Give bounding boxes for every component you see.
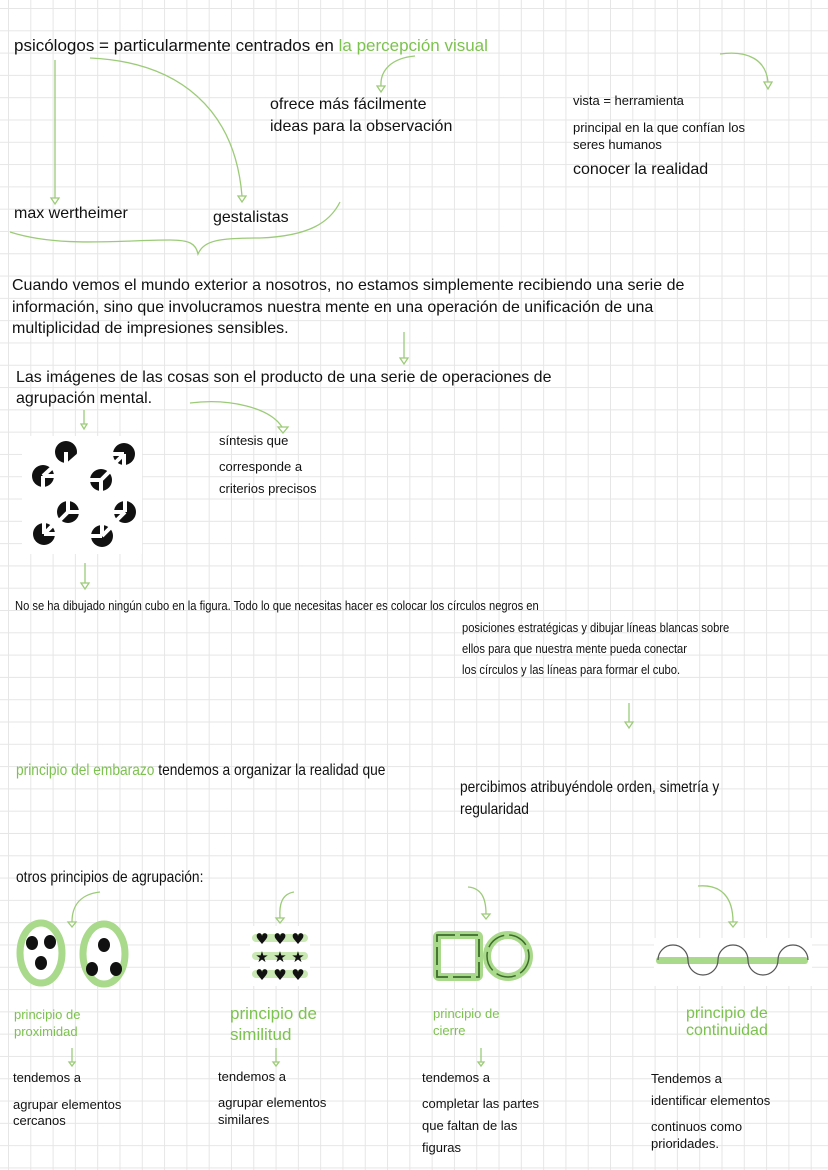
paragraph2-line2: agrupación mental. [16,390,153,407]
vista-note-line2: principal en la que confían los [573,120,746,135]
proximity-ovals-icon [12,918,134,990]
svg-text:★: ★ [273,948,287,966]
cube-explanation-line3: ellos para que nuestra mente pueda conectar [462,641,687,656]
principle-continuity-desc-line4: prioridades. [651,1136,719,1151]
observation-note-line1: ofrece más fácilmente [270,96,427,113]
hearts-stars-grid-icon [250,926,310,986]
paragraph1-line2: información, sino que involucramos nuestra mente en una operación de unificación de una [12,299,654,316]
principle-closure-desc-line2: completar las partes [422,1096,540,1111]
subjective-cube-figure [22,436,142,554]
pregnancy-principle-line3: regularidad [460,801,529,818]
principle-continuity-desc-line3: continuos como [651,1119,743,1134]
svg-text:♥: ♥ [273,966,287,984]
proximity-figure [12,918,134,990]
visual-perception-highlight: la percepción visual [338,36,488,55]
psychologists-text: psicólogos = particularmente centrados en [14,36,339,55]
synthesis-note-line2: corresponde a [219,459,303,474]
principle-closure-title-line1: principio de [433,1006,500,1021]
svg-text:♥: ♥ [255,966,269,984]
cube-explanation-line4: los círculos y las líneas para formar el cubo. [462,662,681,677]
principle-continuity-desc-line1: Tendemos a [651,1071,722,1086]
paragraph1-line3: multiplicidad de impresiones sensibles. [12,320,289,337]
similarity-figure [250,926,310,986]
wave-line-icon [654,938,812,986]
principle-similarity-desc-line2: agrupar elementos [218,1095,327,1110]
psychologists-line [14,36,488,56]
principle-closure-desc-line3: que faltan de las [422,1118,518,1133]
svg-text:♥: ♥ [291,966,305,984]
svg-text:♥: ♥ [273,930,287,948]
principle-similarity-desc-line1: tendemos a [218,1069,286,1084]
pregnancy-principle-line2: percibimos atribuyéndole orden, simetría y [460,779,720,796]
svg-text:★: ★ [255,948,269,966]
branch-gestalistas: gestalistas [213,209,289,226]
principle-similarity-title-line1: principio de [230,1004,317,1023]
principle-continuity-desc-line2: identificar elementos [651,1093,771,1108]
continuity-figure [654,938,812,986]
principle-closure-desc-line4: figuras [422,1140,462,1155]
principle-proximity-title-line2: proximidad [14,1024,78,1039]
pregnancy-principle-line1 [16,761,385,780]
other-principles-heading: otros principios de agrupación: [16,869,204,886]
cube-explanation-line2: posiciones estratégicas y dibujar líneas blancas sobre [462,620,730,635]
principle-proximity-desc-line2: agrupar elementos [13,1097,122,1112]
principle-similarity-title-line2: similitud [230,1025,292,1044]
principle-continuity-title-line2: continuidad [686,1022,768,1039]
svg-text:♥: ♥ [291,930,305,948]
pregnancy-principle-title: principio del embarazo [16,762,155,779]
principle-proximity-desc-line1: tendemos a [13,1070,81,1085]
principle-similarity-desc-line3: similares [218,1112,270,1127]
pacman-circles-icon [22,436,142,554]
principle-closure-desc-line1: tendemos a [422,1070,490,1085]
principle-closure-title-line2: cierre [433,1023,466,1038]
svg-text:♥: ♥ [255,930,269,948]
principle-continuity-title-line1: principio de [686,1005,768,1022]
synthesis-note-line3: criterios precisos [219,481,317,496]
paragraph1-line1: Cuando vemos el mundo exterior a nosotros, no estamos simplemente recibiendo una serie de [12,277,685,294]
synthesis-note-line1: síntesis que [219,433,289,448]
principle-proximity-desc-line3: cercanos [13,1113,66,1128]
branch-max-wertheimer: max wertheimer [14,205,128,222]
vista-note-line1: vista = herramienta [573,93,684,108]
square-circle-closure-icon [432,930,536,982]
principle-proximity-title-line1: principio de [14,1007,81,1022]
pregnancy-principle-text: tendemos a organizar la realidad que [154,762,386,779]
closure-figure [432,930,536,982]
vista-note-line4: conocer la realidad [573,161,709,178]
observation-note-line2: ideas para la observación [270,118,453,135]
svg-text:★: ★ [291,948,305,966]
vista-note-line3: seres humanos [573,137,662,152]
cube-explanation-line1: No se ha dibujado ningún cubo en la figura. Todo lo que necesitas hacer es colocar los círculos negros en [15,598,539,613]
paragraph2-line1: Las imágenes de las cosas son el producto de una serie de operaciones de [16,369,552,386]
